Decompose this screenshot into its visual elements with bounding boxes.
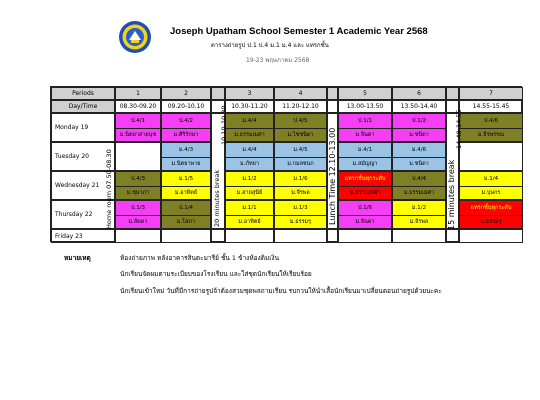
break-20-label: 20 minutes break: [213, 169, 221, 227]
class-name: ม.4/6: [411, 146, 427, 153]
page-date: 19-23 พฤษภาคม 2568: [246, 57, 310, 64]
periods-label: Periods: [51, 87, 115, 100]
teacher-name: ม.ชนิดา: [393, 128, 445, 142]
teacher-name: ม.ไชชนิดา: [275, 128, 326, 142]
class-name: ม.4/4: [242, 146, 257, 153]
teacher-name: ม.นิตยาสายนุช: [116, 128, 160, 142]
class-name: ม.4/5: [293, 146, 308, 153]
class-name: ป.4/6: [483, 117, 499, 124]
class-name: ม.1/1: [242, 204, 257, 211]
class-name: ป.1/6: [357, 204, 373, 211]
schedule-cell: [392, 113, 446, 142]
day-label: Wednesday 21: [51, 171, 115, 200]
class-name: แทรกชั้นทุกระดับ: [344, 175, 386, 182]
period-time: 09.20-10.10: [161, 100, 211, 113]
period-number: 4: [274, 87, 327, 100]
period-number: 7: [459, 87, 523, 100]
schedule-cell: [274, 171, 327, 200]
teacher-name: ม.อาทิตย์: [162, 186, 210, 200]
schedule-cell: [161, 113, 211, 142]
schedule-cell: [459, 113, 523, 142]
class-name: ป.1/3: [130, 204, 146, 211]
period-number: 6: [392, 87, 446, 100]
teacher-name: ม.สมัญญา: [339, 157, 391, 171]
period-number: 3: [225, 87, 274, 100]
teacher-name: ม.จีรพรรณ: [460, 128, 522, 142]
period-number: 5: [338, 87, 392, 100]
schedule-cell: [225, 171, 274, 200]
teacher-name: ม.ธรรมรุ: [275, 215, 326, 229]
daytime-label: Day/Time: [51, 100, 115, 113]
schedule-cell: [225, 142, 274, 171]
note-line: นักเรียนเข้าใหม่ วันที่มีการถ่ายรูปจ้าต้องสวมชุดพลถามเรียน รบกวนให้นำเสื้อนักเรียนมาเปลี่ยนตอนถ่ายรูปด้วยนะคะ: [120, 287, 442, 295]
notes-label: หมายเหตุ: [64, 254, 91, 262]
schedule-cell: [392, 142, 446, 171]
period-time: 11.20-12.10: [274, 100, 327, 113]
teacher-name: ม.บุษกร: [460, 186, 522, 200]
schedule-cell: [274, 113, 327, 142]
schedule-cell: [115, 113, 161, 142]
teacher-name: ม.ธรรมเมศา: [339, 186, 391, 200]
schedule-cell: [338, 229, 392, 243]
teacher-name: ม.กมลชนก: [275, 157, 326, 171]
school-logo: [118, 20, 152, 54]
class-name: ป.1/4: [178, 204, 194, 211]
class-name: ป.1/1: [357, 117, 373, 124]
teacher-name: ม.อาทิตย์: [226, 215, 273, 229]
teacher-name: ม.ธรรมเมศา: [226, 128, 273, 142]
break-header: [327, 100, 338, 113]
class-name: ป.4/4: [411, 175, 427, 182]
page-subtitle: ตารางถ่ายรูป ป.1 ป.4 ม.1 ม.4 และ แทรกชั้น: [211, 42, 329, 49]
timetable: [50, 86, 522, 242]
period-time: 13.50-14.40: [392, 100, 446, 113]
break-column: [327, 229, 338, 243]
break-15-time: 14.40-14.55: [455, 109, 463, 149]
class-name: ม.4/4: [242, 117, 257, 124]
teacher-name: ม.สายสุนีย์: [226, 186, 273, 200]
schedule-cell: [225, 113, 274, 142]
schedule-cell: [459, 171, 523, 200]
schedule-cell: [392, 171, 446, 200]
schedule-cell: [459, 200, 523, 229]
schedule-cell: [115, 200, 161, 229]
schedule-cell: [274, 142, 327, 171]
day-label: Monday 19: [51, 113, 115, 142]
schedule-cell: [459, 229, 523, 243]
schedule-cell: [392, 229, 446, 243]
schedule-cell: [161, 200, 211, 229]
day-label: Thursday 22: [51, 200, 115, 229]
schedule-cell: [338, 200, 392, 229]
teacher-name: ม.โสภา: [162, 215, 210, 229]
teacher-name: ม.นิตยาพาย: [162, 157, 210, 171]
break-20-time: 10.10-10.30: [220, 105, 228, 145]
schedule-cell: [225, 229, 274, 243]
schedule-cell: [338, 113, 392, 142]
teacher-name: ม.ภัทยา: [226, 157, 273, 171]
period-time: 14.55-15.45: [459, 100, 523, 113]
class-name: ป.4/2: [178, 117, 194, 124]
teacher-name: ม.ชนิดา: [393, 157, 445, 171]
teacher-name: ม.ลัดดา: [116, 215, 160, 229]
break-column: [211, 229, 225, 243]
class-name: ป.4/3: [130, 175, 146, 182]
teacher-name: ม.ธรรมเมศา: [393, 186, 445, 200]
period-time: 13.00-13.50: [338, 100, 392, 113]
teacher-name: ม.ธรรมรุ: [460, 215, 522, 229]
class-name: ม.1/6: [293, 175, 308, 182]
schedule-cell: [115, 142, 161, 171]
schedule-cell: [161, 171, 211, 200]
class-name: ม.1/2: [411, 204, 427, 211]
teacher-name: ม.จีรพล: [275, 186, 326, 200]
class-name: ม.4/1: [357, 146, 373, 153]
teacher-name: ม.จินดา: [339, 215, 391, 229]
class-name: ป.1/2: [411, 117, 427, 124]
break-header: [211, 87, 225, 100]
break-header: [327, 87, 338, 100]
schedule-cell: [115, 229, 161, 243]
schedule-cell: [115, 171, 161, 200]
schedule-cell: [274, 200, 327, 229]
class-name: ม.1/4: [483, 175, 499, 182]
period-number: 2: [161, 87, 211, 100]
schedule-cell: [392, 200, 446, 229]
schedule-cell: [225, 200, 274, 229]
class-name: ป.4/1: [130, 117, 146, 124]
period-number: 1: [115, 87, 161, 100]
day-label: Tuesday 20: [51, 142, 115, 171]
period-time: 08.30-09.20: [115, 100, 161, 113]
class-name: ม.1/5: [178, 175, 194, 182]
class-name: แทรกชั้นทุกระดับ: [470, 204, 512, 211]
day-label: Friday 23: [51, 229, 115, 243]
teacher-name: ม.ชุษาภา: [116, 186, 160, 200]
break-header: [446, 87, 459, 100]
schedule-cell: [161, 142, 211, 171]
page-title: Joseph Upatham School Semester 1 Academic Year 2568: [170, 26, 428, 37]
class-name: ม.1/2: [242, 175, 257, 182]
break-column: [446, 229, 459, 243]
class-name: ม.4/3: [178, 146, 194, 153]
lunch-label: Lunch Time 12.10-13.00: [328, 127, 337, 225]
note-line: ห้องถ่ายภาพ หลังอาคารสินตะมารีย์ ชั้น 1 ข้างห้องดิมเงิน: [120, 254, 280, 262]
break-15-label: 15 minutes break: [447, 159, 456, 230]
schedule-cell: [459, 142, 523, 171]
schedule-cell: [161, 229, 211, 243]
class-name: ม.1/3: [293, 204, 308, 211]
homeroom-label: Home room 07.50-08.30: [105, 149, 113, 229]
period-time: 10.30-11.20: [225, 100, 274, 113]
class-name: ป.4/5: [293, 117, 308, 124]
schedule-cell: [338, 142, 392, 171]
schedule-cell: [338, 171, 392, 200]
teacher-name: ม.ศิริรักษา: [162, 128, 210, 142]
schedule-cell: [274, 229, 327, 243]
note-line: นักเรียนจัดผมตามระเบียบของโรงเรียน และใส่ชุดนักเรียนให้เรียบร้อย: [120, 270, 312, 278]
teacher-name: ม.จินดา: [339, 128, 391, 142]
teacher-name: ม.จีรพล: [393, 215, 445, 229]
